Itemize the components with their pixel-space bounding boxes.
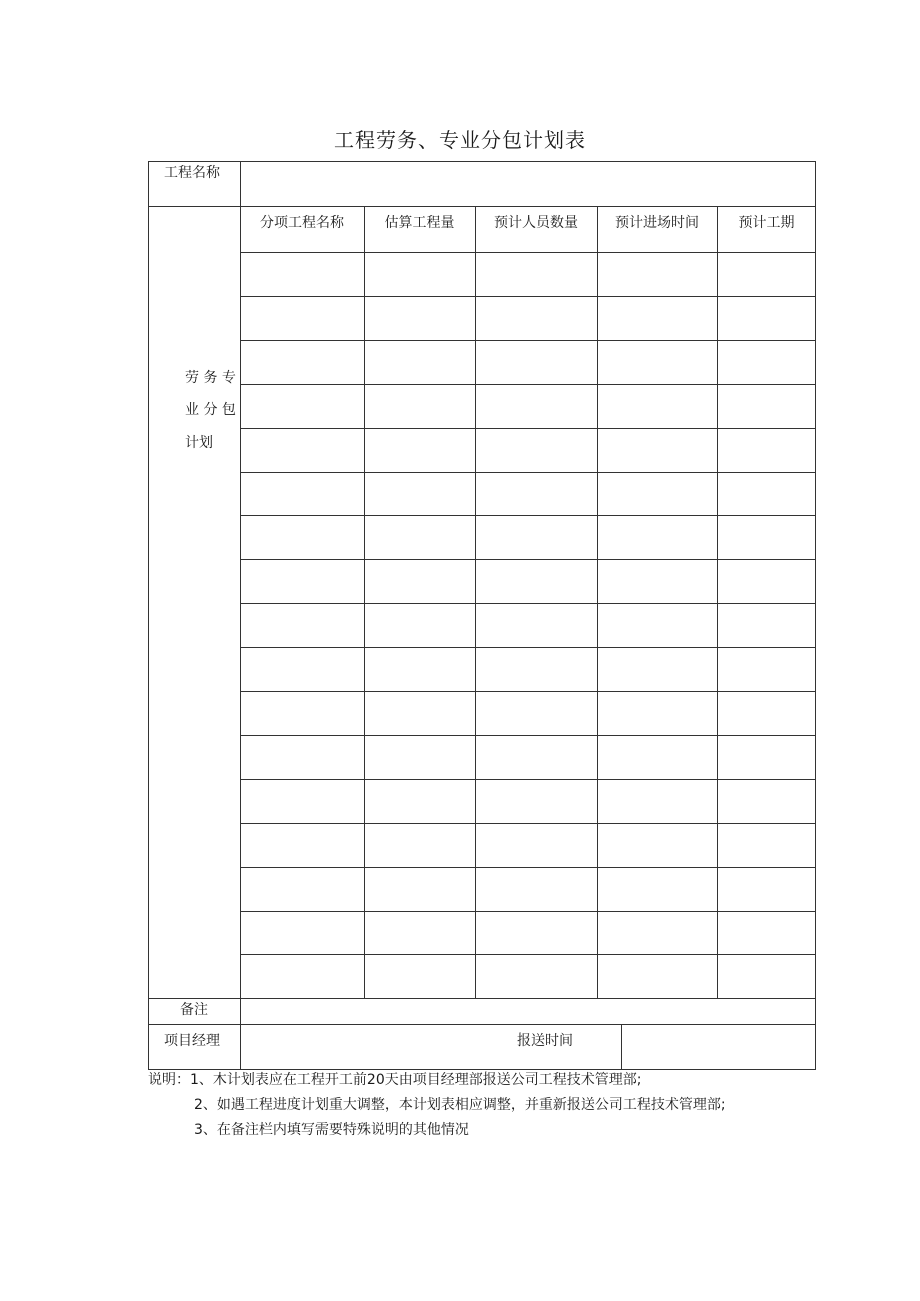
table-cell[interactable] — [241, 429, 364, 472]
table-cell[interactable] — [598, 560, 717, 603]
table-rule — [148, 206, 816, 207]
section-label-line-3: 计划 — [185, 435, 213, 451]
table-cell[interactable] — [718, 253, 816, 296]
table-cell[interactable] — [241, 955, 364, 998]
table-cell[interactable] — [476, 648, 597, 691]
table-cell[interactable] — [241, 516, 364, 559]
table-cell[interactable] — [365, 692, 475, 735]
table-cell[interactable] — [598, 824, 717, 867]
table-cell[interactable] — [365, 824, 475, 867]
table-cell[interactable] — [241, 648, 364, 691]
table-cell[interactable] — [718, 473, 816, 516]
table-cell[interactable] — [718, 429, 816, 472]
table-cell[interactable] — [241, 385, 364, 428]
table-cell[interactable] — [598, 955, 717, 998]
section-label-line-2: 业 分 包 — [185, 402, 236, 418]
table-cell[interactable] — [598, 692, 717, 735]
project-manager-label: 项目经理 — [164, 1033, 220, 1049]
table-cell[interactable] — [365, 297, 475, 340]
table-cell[interactable] — [598, 297, 717, 340]
table-cell[interactable] — [476, 955, 597, 998]
table-cell[interactable] — [241, 253, 364, 296]
table-cell[interactable] — [241, 341, 364, 384]
table-cell[interactable] — [718, 297, 816, 340]
table-cell[interactable] — [476, 516, 597, 559]
table-cell[interactable] — [476, 736, 597, 779]
project-name-label: 工程名称 — [164, 165, 220, 181]
table-cell[interactable] — [476, 473, 597, 516]
table-cell[interactable] — [598, 516, 717, 559]
table-cell[interactable] — [598, 473, 717, 516]
table-cell[interactable] — [365, 473, 475, 516]
form-title: 工程劳务、专业分包计划表 — [334, 128, 586, 152]
table-cell[interactable] — [718, 736, 816, 779]
table-cell[interactable] — [718, 341, 816, 384]
subcontract-plan-table — [148, 161, 816, 1070]
column-header-planned-workers: 预计人员数量 — [494, 215, 578, 231]
table-cell[interactable] — [365, 516, 475, 559]
table-cell[interactable] — [365, 560, 475, 603]
table-cell[interactable] — [241, 780, 364, 823]
table-cell[interactable] — [241, 912, 364, 955]
table-cell[interactable] — [476, 868, 597, 911]
table-cell[interactable] — [365, 604, 475, 647]
table-cell[interactable] — [241, 604, 364, 647]
table-cell[interactable] — [718, 385, 816, 428]
submit-time-label: 报送时间 — [517, 1033, 573, 1049]
table-cell[interactable] — [718, 516, 816, 559]
column-header-estimated-quantity: 估算工程量 — [384, 215, 455, 231]
table-cell[interactable] — [476, 824, 597, 867]
table-cell[interactable] — [365, 341, 475, 384]
column-header-duration: 预计工期 — [738, 215, 795, 231]
table-cell[interactable] — [365, 385, 475, 428]
table-cell[interactable] — [241, 297, 364, 340]
table-cell[interactable] — [598, 868, 717, 911]
table-cell[interactable] — [476, 253, 597, 296]
table-cell[interactable] — [241, 824, 364, 867]
table-cell[interactable] — [365, 868, 475, 911]
table-border-bottom — [148, 1069, 816, 1070]
table-cell[interactable] — [476, 429, 597, 472]
column-header-item-name: 分项工程名称 — [260, 215, 344, 231]
table-cell[interactable] — [476, 560, 597, 603]
table-cell[interactable] — [718, 692, 816, 735]
table-cell[interactable] — [598, 341, 717, 384]
table-cell[interactable] — [476, 912, 597, 955]
table-cell[interactable] — [598, 648, 717, 691]
table-cell[interactable] — [598, 912, 717, 955]
table-cell[interactable] — [476, 692, 597, 735]
table-cell[interactable] — [241, 560, 364, 603]
table-border-top — [148, 161, 816, 162]
table-cell[interactable] — [598, 253, 717, 296]
table-cell[interactable] — [365, 648, 475, 691]
table-cell[interactable] — [476, 604, 597, 647]
table-cell[interactable] — [241, 473, 364, 516]
table-cell[interactable] — [365, 253, 475, 296]
table-cell[interactable] — [476, 780, 597, 823]
table-rule — [148, 1024, 816, 1025]
table-cell[interactable] — [718, 560, 816, 603]
table-cell[interactable] — [718, 824, 816, 867]
table-cell[interactable] — [718, 955, 816, 998]
table-cell[interactable] — [476, 385, 597, 428]
section-label-line-1: 劳 务 专 — [185, 370, 236, 386]
table-cell[interactable] — [365, 912, 475, 955]
note-1: 说明：1、木计划表应在工程开工前20天由项目经理部报送公司工程技术管理部; — [148, 1072, 642, 1088]
table-cell[interactable] — [718, 648, 816, 691]
table-cell[interactable] — [365, 955, 475, 998]
remarks-label: 备注 — [180, 1002, 208, 1018]
table-border-left — [148, 161, 149, 1070]
table-cell[interactable] — [476, 297, 597, 340]
table-cell[interactable] — [476, 341, 597, 384]
note-3: 3、在备注栏内填写需要特殊说明的其他情况 — [194, 1122, 469, 1138]
table-cell[interactable] — [241, 692, 364, 735]
table-rule — [148, 998, 816, 999]
note-2: 2、如遇工程进度计划重大调整，本计划表相应调整，并重新报送公司工程技术管理部; — [194, 1097, 726, 1113]
table-cell[interactable] — [718, 912, 816, 955]
table-cell[interactable] — [718, 604, 816, 647]
table-column-rule — [621, 1024, 622, 1070]
table-cell[interactable] — [598, 736, 717, 779]
table-cell[interactable] — [598, 604, 717, 647]
table-cell[interactable] — [365, 429, 475, 472]
column-header-entry-time: 预计进场时间 — [615, 215, 699, 231]
table-cell[interactable] — [598, 429, 717, 472]
table-cell[interactable] — [365, 736, 475, 779]
table-cell[interactable] — [241, 868, 364, 911]
table-cell[interactable] — [598, 780, 717, 823]
table-cell[interactable] — [718, 780, 816, 823]
table-cell[interactable] — [718, 868, 816, 911]
table-cell[interactable] — [241, 736, 364, 779]
table-cell[interactable] — [365, 780, 475, 823]
table-cell[interactable] — [598, 385, 717, 428]
